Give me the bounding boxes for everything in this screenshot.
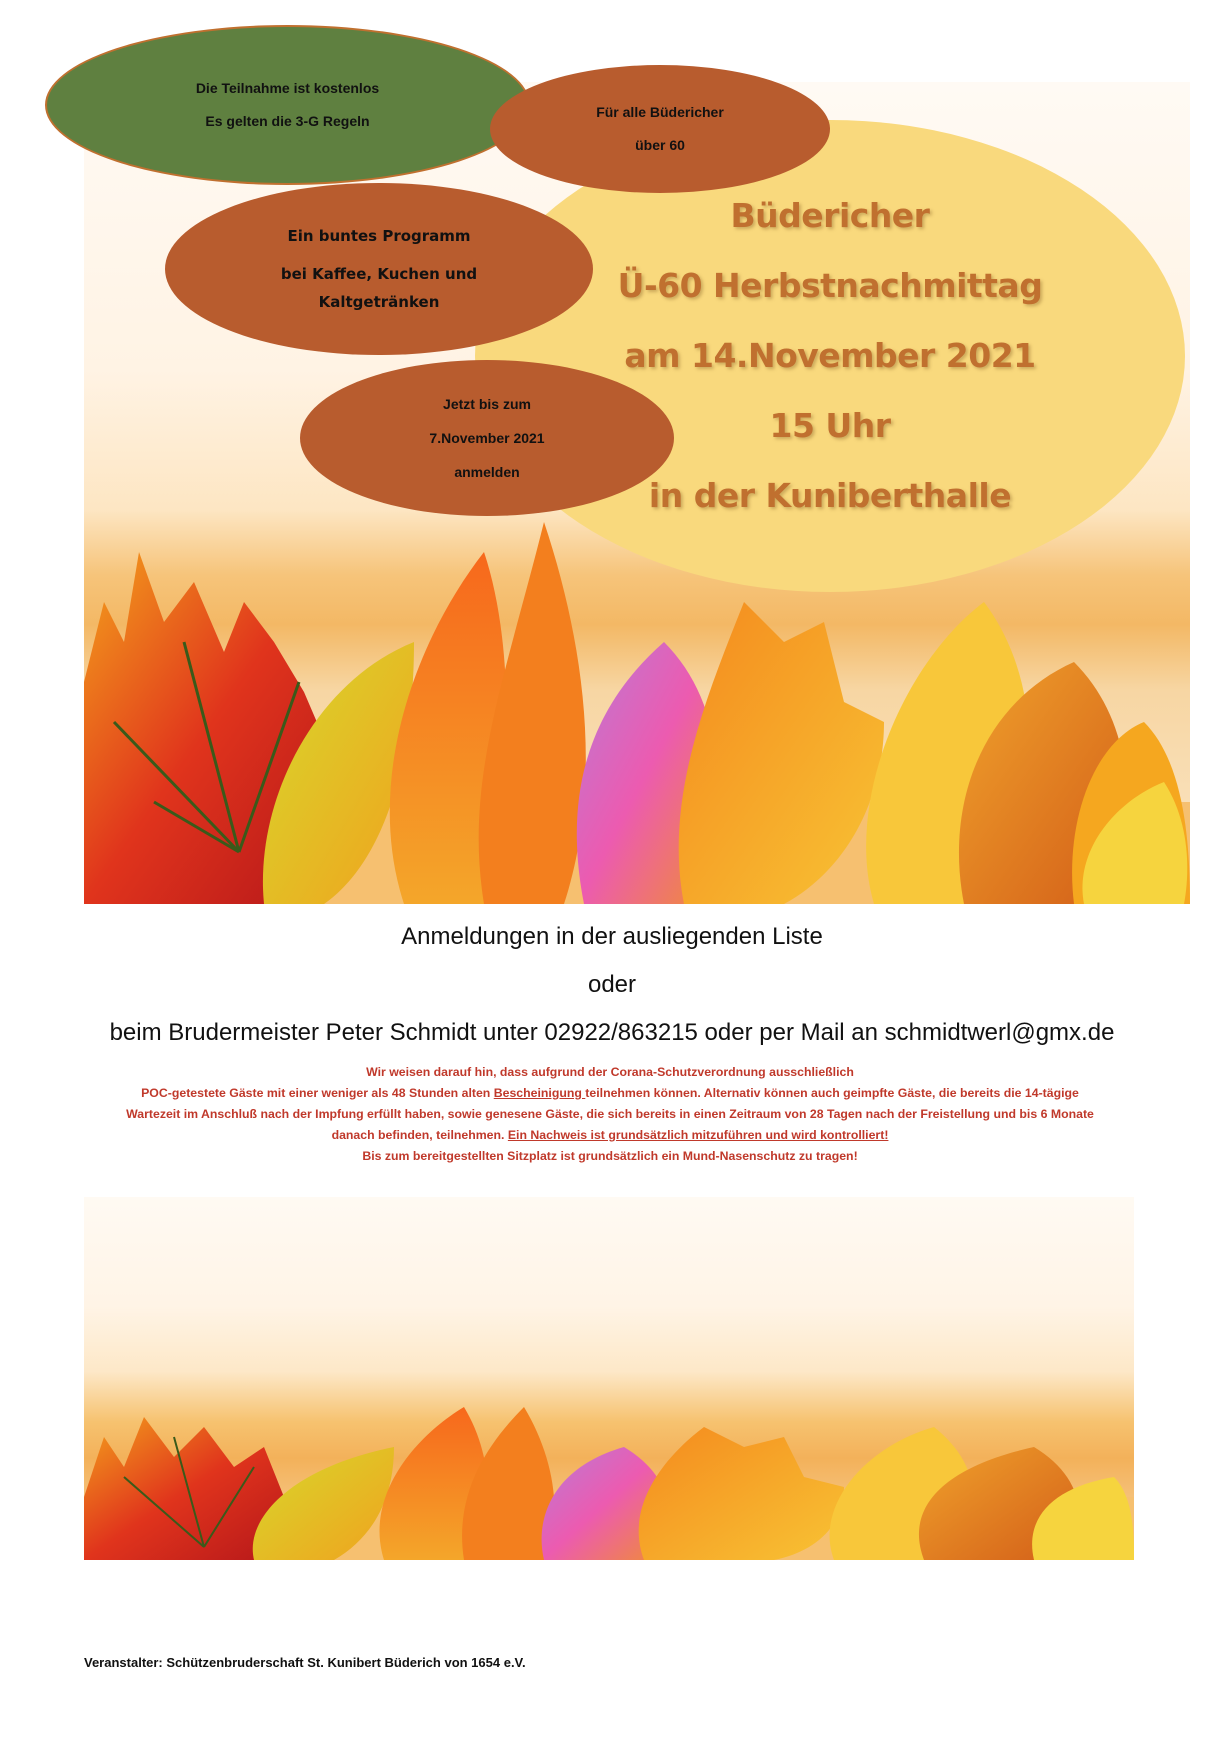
program-line-1: Ein buntes Programm — [287, 227, 471, 245]
registration-deadline-bubble — [300, 360, 674, 516]
title-line-3: am 14.November 2021 — [624, 336, 1036, 375]
autumn-leaves-banner-bottom — [84, 1197, 1134, 1560]
audience-bubble — [490, 65, 830, 193]
audience-line-2: über 60 — [635, 137, 685, 153]
notice-line-1: Wir weisen darauf hin, dass aufgrund der Corana-Schutzverordnung ausschließlich — [366, 1065, 854, 1079]
covid-notice — [84, 1062, 1136, 1167]
notice-line-3: Wartezeit im Anschluß nach der Impfung erfüllt haben, sowie genesene Gäste, die sich bereits in einen Zeitraum von 28 Tagen nach der Freistellung und bis 6 Monate — [126, 1107, 1094, 1121]
rules-3g-text: Es gelten die 3-G Regeln — [205, 113, 370, 129]
program-line-2: bei Kaffee, Kuchen und — [280, 265, 478, 283]
title-bubble — [475, 120, 1185, 592]
title-line-1: Büdericher — [730, 196, 930, 235]
deadline-line-1: Jetzt bis zum — [443, 396, 531, 412]
audience-line-1: Für alle Büdericher — [596, 104, 724, 120]
program-line-3: Kaltgetränken — [318, 293, 440, 311]
notice-line-5: Bis zum bereitgestellten Sitzplatz ist grundsätzlich ein Mund-Nasenschutz zu tragen! — [362, 1149, 858, 1163]
notice-line-4-start: danach befinden, teilnehmen. — [331, 1128, 508, 1142]
title-line-2: Ü-60 Herbstnachmittag — [617, 266, 1043, 305]
notice-line-2-start: POC-getestete Gäste mit einer weniger als 48 Stunden alten — [141, 1086, 494, 1100]
notice-line-2-end: teilnehmen können. Alternativ können auch geimpfte Gäste, die bereits die 14-tägige — [585, 1086, 1079, 1100]
free-participation-bubble — [45, 25, 530, 185]
autumn-leaves-illustration — [84, 1197, 1134, 1560]
title-line-4: 15 Uhr — [769, 406, 891, 445]
certificate-word: Bescheinigung — [493, 1086, 586, 1100]
program-bubble — [165, 183, 593, 355]
notice-line-2 — [84, 1083, 1136, 1104]
organizer-footer: Veranstalter: Schützenbruderschaft St. Kunibert Büderich von 1654 e.V. — [84, 1655, 526, 1670]
proof-required-text: Ein Nachweis ist grundsätzlich mitzuführen und wird kontrolliert! — [507, 1128, 889, 1142]
registration-list-text: Anmeldungen in der ausliegenden Liste — [401, 923, 823, 950]
notice-line-4 — [84, 1125, 1136, 1146]
deadline-line-2: 7.November 2021 — [429, 430, 545, 446]
free-participation-text: Die Teilnahme ist kostenlos — [195, 80, 380, 96]
deadline-line-3: anmelden — [454, 464, 520, 480]
registration-contact-text: beim Brudermeister Peter Schmidt unter 02922/863215 oder per Mail an schmidtwerl@gmx.de — [109, 1019, 1115, 1046]
title-line-5: in der Kuniberthalle — [648, 476, 1012, 515]
registration-or-text: oder — [587, 971, 637, 998]
